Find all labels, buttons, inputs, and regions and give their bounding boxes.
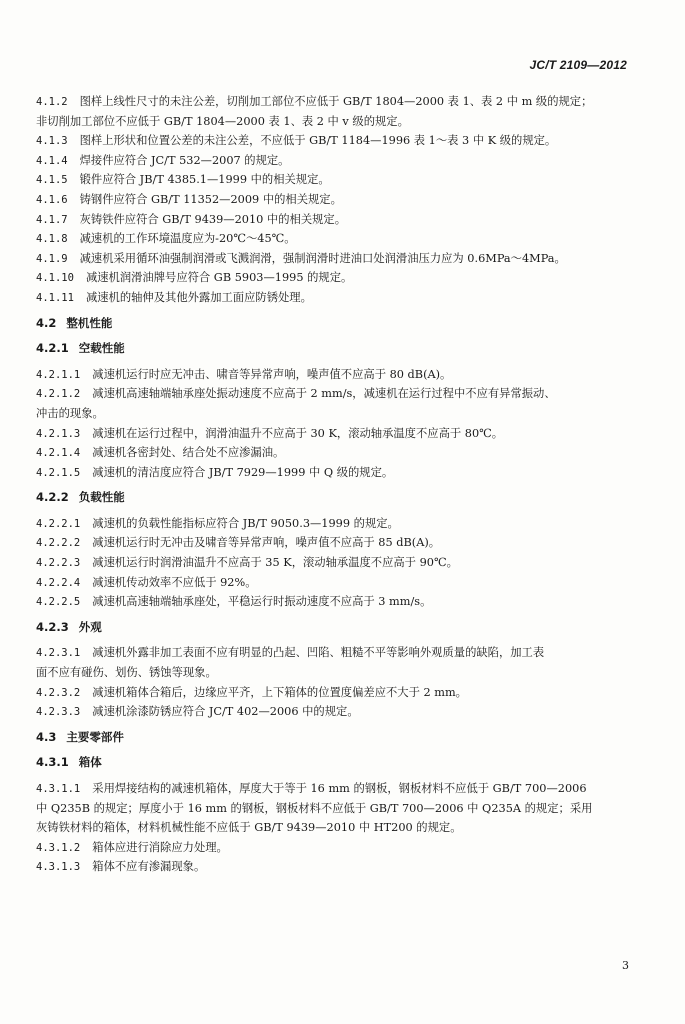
clause-line	[36, 229, 646, 249]
clause-text: 主要零部件	[66, 729, 124, 744]
clause-text: 采用焊接结构的减速机箱体，厚度大于等于 16 mm 的钢板，钢板材料不应低于 GB/T 700—2006	[92, 782, 587, 795]
clause-line	[36, 151, 646, 171]
clause-number: 4.1.7	[36, 213, 68, 226]
clause-text: 减速机在运行过程中，润滑油温升不应高于 30 K，滚动轴承温度不应高于 80℃。	[92, 426, 504, 440]
clause-line	[36, 533, 646, 553]
clause-text: 减速机各密封处、结合处不应渗漏油。	[92, 446, 285, 460]
clause-number: 4.2.3.2	[36, 686, 81, 699]
clause-line	[36, 384, 646, 404]
clause-text: 灰铸铁件应符合 GB/T 9439—2010 中的相关规定。	[79, 212, 347, 226]
clause-number: 4.3.1.2	[36, 841, 81, 854]
clause-text: 锻件应符合 JB/T 4385.1—1999 中的相关规定。	[79, 173, 330, 187]
clause-text: 冲击的现象。	[36, 406, 104, 420]
clause-text: 非切削加工部位不应低于 GB/T 1804—2000 表 1、表 2 中 v 级的规定。	[36, 114, 409, 128]
clause-text: 减速机采用循环油强制润滑或飞溅润滑，强制润滑时进油口处润滑油压力应为 0.6MPa～4MPa。	[79, 251, 566, 265]
clause-text: 减速机箱体合箱后，边缘应平齐，上下箱体的位置度偏差应不大于 2 mm。	[92, 685, 467, 699]
clause-line	[36, 818, 646, 838]
clause-line	[36, 683, 646, 703]
clause-text: 图样上线性尺寸的未注公差，切削加工部位不应低于 GB/T 1804—2000 表 1、表 2 中 m 级的规定；	[79, 95, 593, 108]
clause-text: 减速机涂漆防锈应符合 JC/T 402—2006 中的规定。	[92, 705, 359, 719]
clause-line	[36, 268, 646, 288]
clause-text: 铸钢件应符合 GB/T 11352—2009 中的相关规定。	[79, 192, 342, 206]
clause-number: 4.1.3	[36, 135, 68, 148]
clause-line	[36, 838, 646, 858]
clause-line	[36, 249, 646, 269]
clause-text: 面不应有碰伤、划伤、锈蚀等现象。	[36, 666, 217, 680]
clause-number: 4.2.2.3	[36, 557, 81, 570]
section-heading	[36, 314, 646, 334]
clause-text: 箱体	[78, 755, 102, 770]
clause-number: 4.2.3	[36, 619, 69, 634]
clause-line	[36, 170, 646, 190]
clause-text: 减速机的工作环境温度应为-20℃～45℃。	[79, 232, 296, 246]
clause-number: 4.2.2	[36, 490, 69, 505]
clause-line	[36, 112, 646, 132]
clause-number: 4.2.3.3	[36, 706, 81, 719]
clause-number: 4.2.1.5	[36, 466, 81, 479]
clause-line	[36, 799, 646, 819]
clause-line	[36, 643, 646, 663]
clause-number: 4.2	[36, 315, 57, 330]
clause-line	[36, 365, 646, 385]
clause-text: 减速机外露非加工表面不应有明显的凸起、凹陷、粗糙不平等影响外观质量的缺陷，加工表	[92, 646, 545, 660]
clause-number: 4.3.1.1	[36, 783, 81, 795]
clause-line	[36, 210, 646, 230]
clause-text: 减速机的清洁度应符合 JB/T 7929—1999 中 Q 级的规定。	[92, 465, 394, 479]
clause-text: 减速机运行时无冲击及啸音等异常声响，噪声值不应高于 85 dB(A)。	[92, 536, 441, 550]
clause-number: 4.2.1.1	[36, 368, 81, 381]
section-heading	[36, 618, 646, 638]
section-heading	[36, 488, 646, 508]
clause-line	[36, 463, 646, 483]
clause-number: 4.3.1.3	[36, 861, 81, 874]
clause-number: 4.1.2	[36, 96, 68, 108]
clause-number: 4.3	[36, 729, 57, 744]
clause-text: 减速机传动效率不应低于 92%。	[92, 575, 257, 589]
clause-number: 4.2.1.2	[36, 388, 81, 401]
clause-number: 4.2.2.4	[36, 576, 81, 589]
clause-line	[36, 190, 646, 210]
clause-number: 4.2.1.4	[36, 447, 81, 460]
clause-line	[36, 857, 646, 877]
clause-number: 4.2.2.2	[36, 537, 81, 550]
clause-number: 4.1.8	[36, 233, 68, 246]
clause-line	[36, 424, 646, 444]
document-body	[36, 92, 646, 877]
clause-line	[36, 553, 646, 573]
clause-line	[36, 404, 646, 424]
section-heading	[36, 339, 646, 359]
clause-text: 焊接件应符合 JC/T 532—2007 的规定。	[79, 153, 290, 167]
clause-text: 图样上形状和位置公差的未注公差，不应低于 GB/T 1184—1996 表 1～表 3 中 K 级的规定。	[79, 134, 557, 148]
clause-text: 外观	[78, 619, 102, 634]
clause-line	[36, 663, 646, 683]
clause-text: 减速机高速轴端轴承座处振动速度不应高于 2 mm/s，减速机在运行过程中不应有异常振动、	[92, 387, 556, 401]
clause-text: 减速机润滑油牌号应符合 GB 5903—1995 的规定。	[85, 271, 353, 285]
clause-number: 4.1.9	[36, 252, 68, 265]
clause-line	[36, 573, 646, 593]
clause-text: 灰铸铁材料的箱体，材料机械性能不应低于 GB/T 9439—2010 中 HT200 的规定。	[36, 821, 462, 835]
clause-text: 整机性能	[66, 315, 113, 330]
clause-number: 4.1.11	[36, 291, 74, 304]
clause-number: 4.2.3.1	[36, 647, 81, 660]
page-number: 3	[622, 959, 629, 972]
clause-number: 4.2.1.3	[36, 427, 81, 440]
clause-number: 4.2.1	[36, 341, 69, 356]
clause-line	[36, 131, 646, 151]
clause-text: 箱体应进行消除应力处理。	[92, 840, 228, 854]
clause-text: 减速机的负载性能指标应符合 JB/T 9050.3—1999 的规定。	[92, 516, 399, 530]
section-heading	[36, 728, 646, 748]
clause-line	[36, 92, 646, 112]
clause-number: 4.1.4	[36, 154, 68, 167]
clause-number: 4.2.2.1	[36, 517, 81, 530]
clause-text: 减速机高速轴端轴承座处，平稳运行时振动速度不应高于 3 mm/s。	[92, 595, 432, 609]
clause-text: 负载性能	[78, 490, 125, 505]
clause-text: 箱体不应有渗漏现象。	[92, 860, 206, 874]
clause-line	[36, 443, 646, 463]
clause-number: 4.1.6	[36, 193, 68, 206]
clause-text: 空载性能	[78, 341, 125, 356]
section-heading	[36, 753, 646, 773]
clause-line	[36, 702, 646, 722]
clause-number: 4.1.10	[36, 272, 74, 285]
clause-number: 4.3.1	[36, 755, 69, 770]
document-id-header: JC/T 2109—2012	[529, 58, 627, 72]
clause-number: 4.2.2.5	[36, 596, 81, 609]
clause-line	[36, 592, 646, 612]
clause-line	[36, 514, 646, 534]
clause-text: 减速机运行时润滑油温升不应高于 35 K，滚动轴承温度不应高于 90℃。	[92, 556, 458, 570]
clause-text: 减速机的轴伸及其他外露加工面应防锈处理。	[85, 290, 312, 304]
clause-number: 4.1.5	[36, 174, 68, 187]
clause-line	[36, 288, 646, 308]
clause-text: 中 Q235B 的规定；厚度小于 16 mm 的钢板，钢板材料不应低于 GB/T 700—2006 中 Q235A 的规定；采用	[36, 801, 593, 815]
clause-text: 减速机运行时应无冲击、啸音等异常声响，噪声值不应高于 80 dB(A)。	[92, 367, 452, 381]
clause-line	[36, 779, 646, 799]
